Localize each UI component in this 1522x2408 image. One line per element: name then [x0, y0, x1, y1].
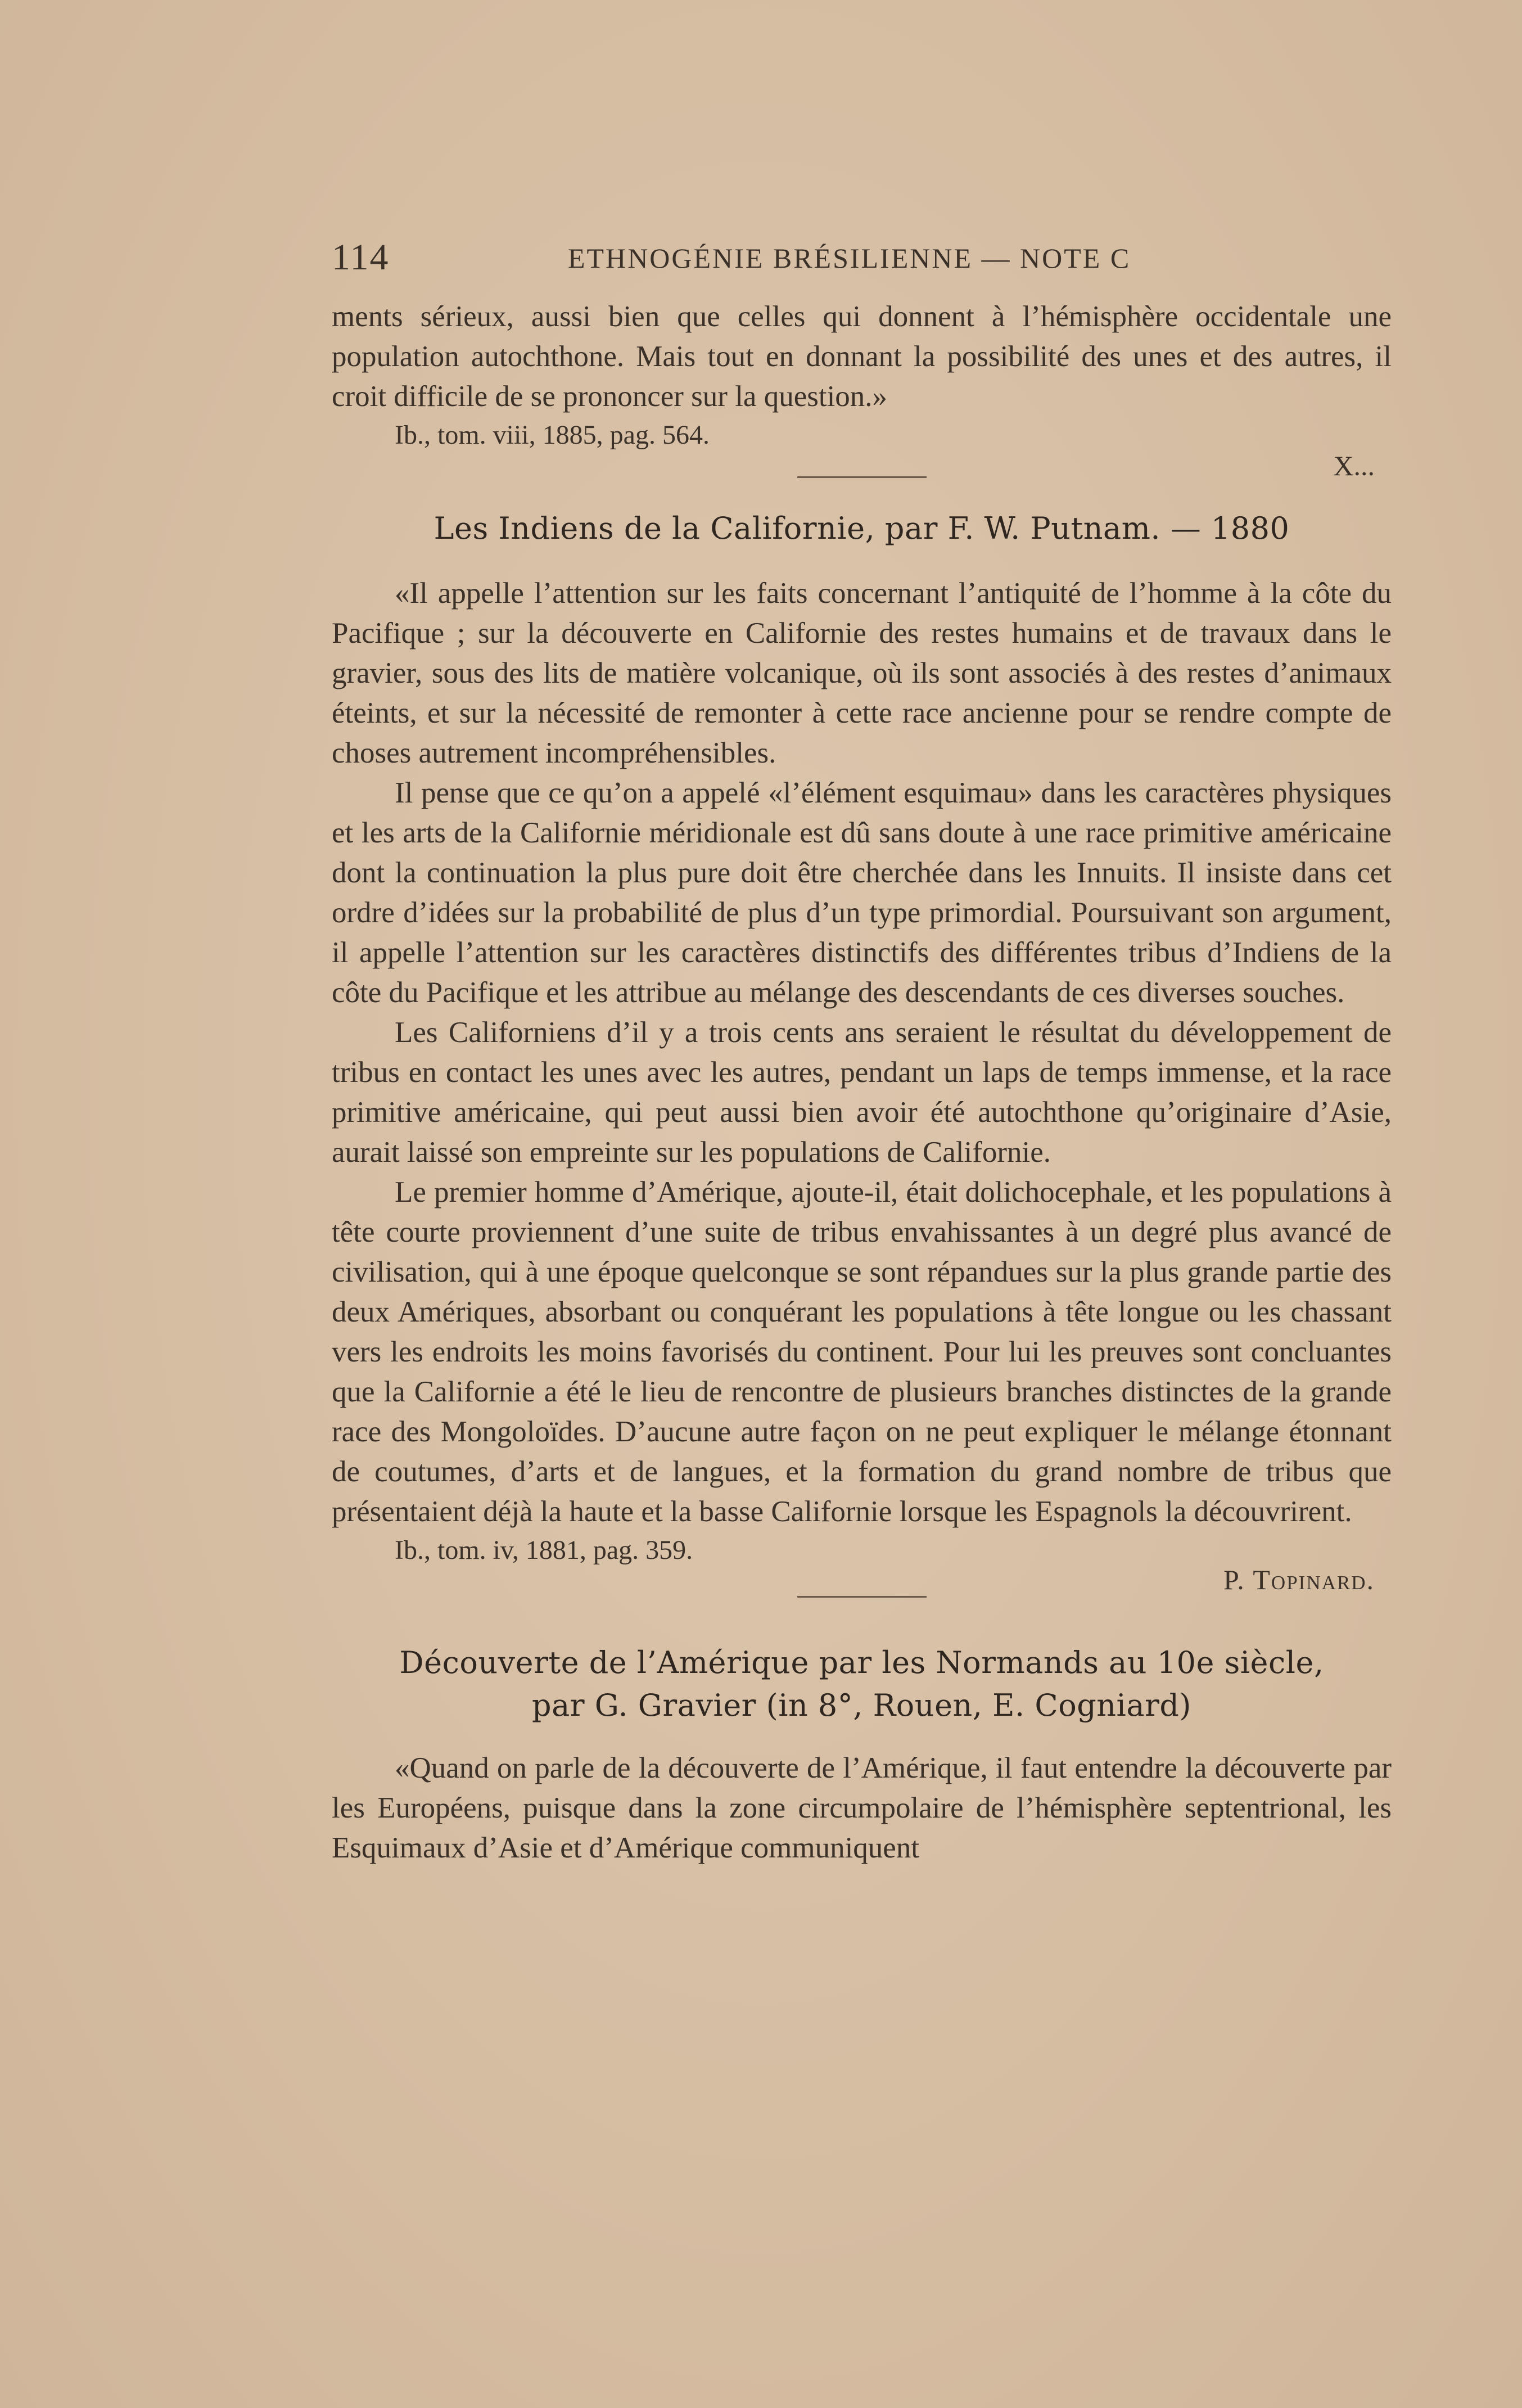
page-number: 114 — [332, 237, 390, 278]
running-title: ETHNOGÉNIE BRÉSILIENNE — NOTE C — [568, 242, 1131, 274]
continuation-reference: Ib., tom. viii, 1885, pag. 564. — [395, 420, 710, 450]
section-gravier — [332, 1642, 1392, 1868]
section-reference: Ib., tom. iv, 1881, pag. 359. — [395, 1535, 693, 1565]
paragraph-4: Le premier homme d’Amérique, ajoute-il, était dolichocephale, et les populations à tête courte proviennent d’une suite de tribus envahissantes à un degré plus avancé de civilisation, qui à une époque quelconque se sont répandues sur la plus grande partie des deux Amériques, absorbant ou conquérant les populations à tête longue ou les chassant vers les endroits les moins favorisés du continent. Pour lui les preuves sont concluantes que la Californie a été le lieu de rencontre de plusieurs branches distinctes de la grande race des Mongoloïdes. D’aucune autre façon on ne peut expliquer le mélange étonnant de coutumes, d’arts et de langues, et la formation du grand nombre de tribus que présentaient déjà la haute et la basse Californie lorsque les Espagnols la découvrirent. — [332, 1176, 1392, 1528]
section-putnam — [332, 507, 1392, 1598]
section-title-putnam: Les Indiens de la Californie, par F. W. Putnam. — 1880 — [433, 511, 1290, 546]
author-signature: P. Topinard. — [1223, 1564, 1375, 1595]
section-divider — [797, 476, 927, 478]
book-page — [332, 236, 1392, 1868]
continuation-paragraph: ments sérieux, aussi bien que celles qui donnent à l’hémisphère occidentale une population autochthone. Mais tout en donnant la possibilité des unes et des autres, il croit difficile de se prononcer sur la question.» — [332, 300, 1392, 413]
page-header — [332, 236, 1392, 281]
paragraph-1: «Il appelle l’attention sur les faits concernant l’antiquité de l’homme à la côte du Pacifique ; sur la découverte en Californie des restes humains et de travaux dans le gravier, sous des lits de matière volcanique, où ils sont associés à des restes d’animaux éteints, et sur la nécessité de remonter à cette race ancienne pour se rendre compte de choses autrement incompréhensibles. — [332, 577, 1392, 769]
paragraph-3: Les Californiens d’il y a trois cents ans seraient le résultat du développement de tribus en contact les unes avec les autres, pendant un laps de temps immense, et la race primitive américaine, qui peut aussi bien avoir été autochthone qu’originaire d’Asie, aurait laissé son empreinte sur les populations de Californie. — [332, 1016, 1392, 1169]
section-divider-2 — [797, 1596, 927, 1598]
paragraph-gravier: «Quand on parle de la découverte de l’Amérique, il faut entendre la découverte par les Européens, puisque dans la zone circumpolaire de l’hémisphère septentrional, les Esquimaux d’Asie et d’Amérique communiquent — [332, 1752, 1392, 1864]
section-title-gravier-line1: Découverte de l’Amérique par les Normands au 10e siècle, — [399, 1645, 1324, 1680]
continuation-signature: X... — [1333, 450, 1375, 481]
paragraph-2: Il pense que ce qu’on a appelé «l’élément esquimau» dans les caractères physiques et les arts de la Californie méridionale est dû sans doute à une race primitive américaine dont la continuation la plus pure doit être cherchée dans les Innuits. Il insiste dans cet ordre d’idées sur la probabilité de plus d’un type primordial. Poursuivant son argument, il appelle l’attention sur les caractères distinctifs des différentes tribus d’Indiens de la côte du Pacifique et les attribue au mélange des descendants de ces diverses souches. — [332, 777, 1392, 1009]
section-title-gravier-line2: par G. Gravier (in 8°, Rouen, E. Cogniard) — [532, 1688, 1191, 1723]
continuation-block — [332, 297, 1392, 481]
